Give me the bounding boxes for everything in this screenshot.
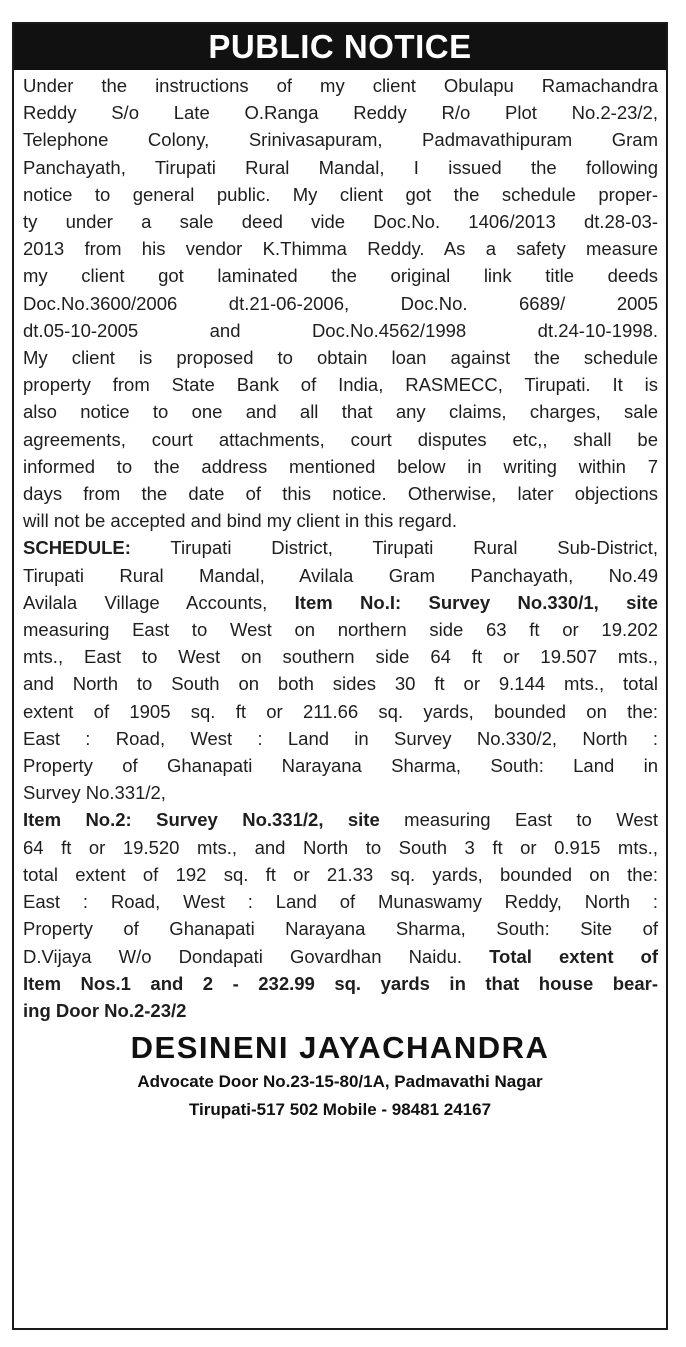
advocate-contact: Tirupati-517 502 Mobile - 98481 24167 xyxy=(188,1100,492,1120)
schedule-line: Avilala Village Accounts, Item No.I: Survey No.330/1, site xyxy=(23,591,658,613)
schedule-line: SCHEDULE: Tirupati District, Tirupati Rural Sub-District, xyxy=(23,537,658,559)
notice-line: Property of Ghanapati Narayana Sharma, South: Site of xyxy=(23,918,658,940)
schedule-line: Tirupati Rural Mandal, Avilala Gram Panchayath, No.49 xyxy=(23,564,658,586)
notice-line: Doc.No.3600/2006 dt.21-06-2006, Doc.No. 6689/ 2005 xyxy=(23,292,658,314)
notice-line: informed to the address mentioned below in writing within 7 xyxy=(23,455,658,477)
notice-line: extent of 1905 sq. ft or 211.66 sq. yards, bounded on the: xyxy=(23,700,658,722)
advocate-name: DESINENI JAYACHANDRA xyxy=(130,1030,550,1066)
notice-line: days from the date of this notice. Otherwise, later objections xyxy=(23,483,658,505)
notice-line: measuring East to West on northern side 63 ft or 19.202 xyxy=(23,619,658,641)
item-2-line: Item No.2: Survey No.331/2, site measuring East to West xyxy=(23,809,659,831)
notice-line: dt.05-10-2005 and Doc.No.4562/1998 dt.24-10-1998. xyxy=(23,319,658,341)
schedule-details xyxy=(23,616,658,806)
item-1-heading: Item No.I: Survey No.330/1, site xyxy=(294,591,658,613)
advocate-signature xyxy=(14,1028,666,1124)
advocate-address: Advocate Door No.23-15-80/1A, Padmavathi Nagar xyxy=(137,1072,543,1092)
notice-title: PUBLIC NOTICE xyxy=(14,24,666,70)
notice-line: also notice to one and all that any claims, charges, sale xyxy=(23,401,658,423)
item-2-line: ing Door No.2-23/2 xyxy=(23,999,187,1021)
notice-line: Under the instructions of my client Obulapu Ramachandra xyxy=(23,75,658,96)
notice-line: Telephone Colony, Srinivasapuram, Padmavathipuram Gram xyxy=(23,129,658,151)
notice-line: East : Road, West : Land in Survey No.330/2, North : xyxy=(23,727,658,749)
notice-line: Property of Ghanapati Narayana Sharma, South: Land in xyxy=(23,755,658,777)
notice-line: property from State Bank of India, RASMECC, Tirupati. It is xyxy=(23,374,658,396)
notice-line: My client is proposed to obtain loan against the schedule xyxy=(23,347,658,369)
notice-line: 2013 from his vendor K.Thimma Reddy. As a safety measure xyxy=(23,238,658,260)
public-notice-box xyxy=(12,22,668,1330)
notice-line: ty under a sale deed vide Doc.No. 1406/2013 dt.28-03- xyxy=(23,211,658,233)
notice-line: and North to South on both sides 30 ft or 9.144 mts., total xyxy=(23,673,658,695)
notice-line: Survey No.331/2, xyxy=(23,782,166,804)
item-2-details xyxy=(23,834,658,943)
notice-line: agreements, court attachments, court disputes etc,, shall be xyxy=(23,428,658,450)
notice-line: my client got laminated the original link title deeds xyxy=(23,265,658,287)
notice-line: 64 ft or 19.520 mts., and North to South 3 ft or 0.915 mts., xyxy=(23,836,658,858)
notice-line: will not be accepted and bind my client in this regard. xyxy=(23,510,457,532)
total-extent: Total extent of xyxy=(489,945,658,967)
notice-line: mts., East to West on southern side 64 ft or 19.507 mts., xyxy=(23,646,658,668)
item-2-heading: Item No.2: Survey No.331/2, site xyxy=(23,809,380,831)
item-2-line: Item Nos.1 and 2 - 232.99 sq. yards in that house bear- xyxy=(23,972,658,994)
notice-line: notice to general public. My client got the schedule proper- xyxy=(23,183,658,205)
notice-line: total extent of 192 sq. ft or 21.33 sq. yards, bounded on the: xyxy=(23,863,658,885)
notice-line: Reddy S/o Late O.Ranga Reddy R/o Plot No.2-23/2, xyxy=(23,102,658,124)
notice-paragraph xyxy=(23,72,658,534)
notice-body xyxy=(14,70,666,1024)
notice-line: Panchayath, Tirupati Rural Mandal, I issued the following xyxy=(23,156,658,178)
item-2-line: D.Vijaya W/o Dondapati Govardhan Naidu. Total extent of xyxy=(23,945,658,967)
notice-line: East : Road, West : Land of Munaswamy Reddy, North : xyxy=(23,891,658,913)
schedule-label: SCHEDULE: xyxy=(23,537,131,559)
